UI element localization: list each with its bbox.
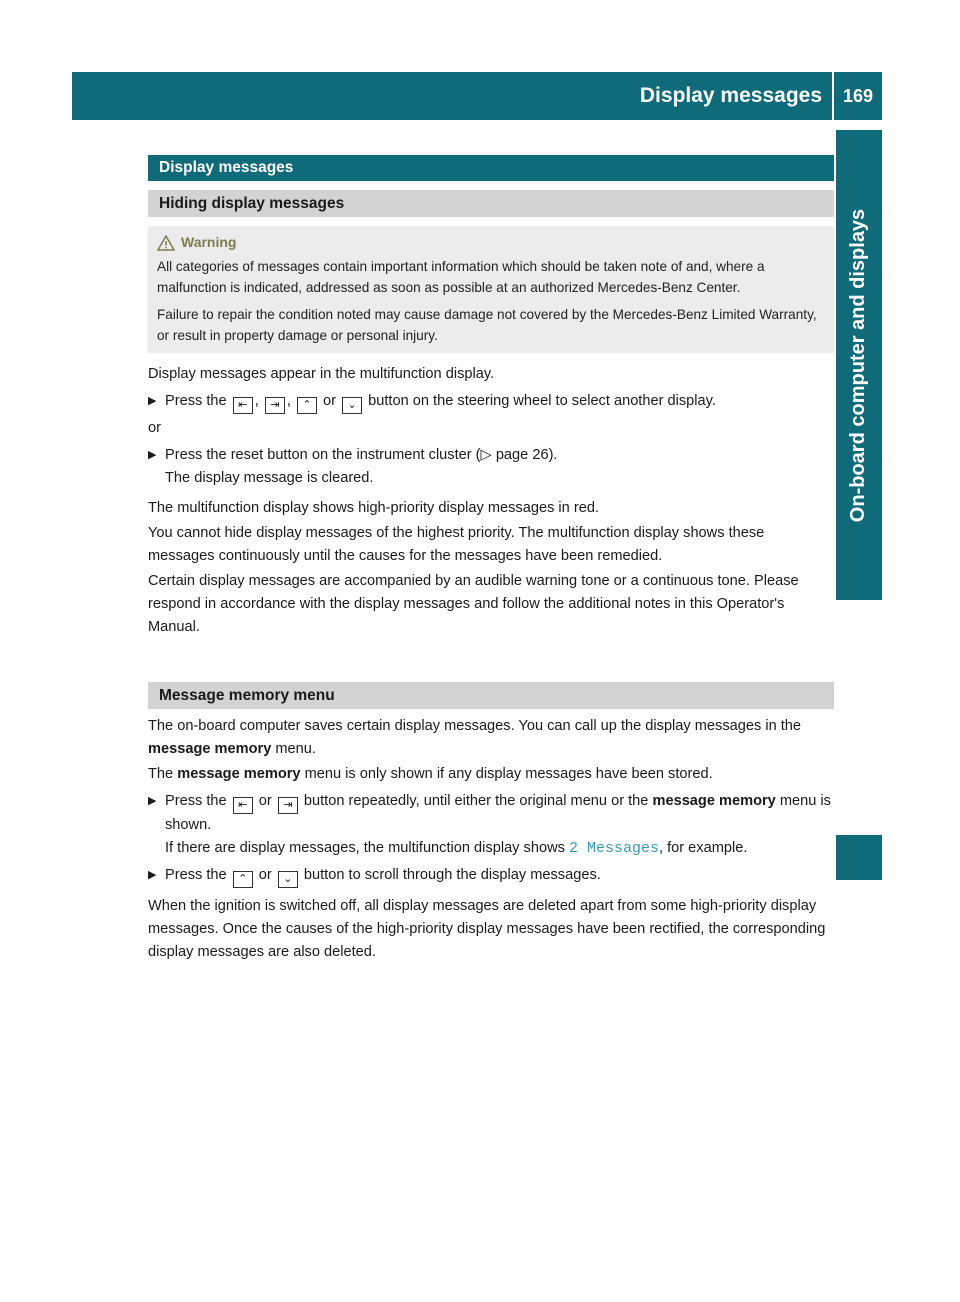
paragraph: Certain display messages are accompanied by an audible warning tone or a continuous tone. Please respond in accordance with the display messages and follow the additional notes in this Operator's Manual. <box>148 572 799 635</box>
or-text: or <box>323 392 337 409</box>
warning-label: Warning <box>181 234 237 250</box>
step-text: Press the <box>165 792 227 809</box>
chapter-tab-label: On-board computer and displays <box>847 208 870 522</box>
paragraph <box>148 715 834 761</box>
bold-term: message memory <box>652 792 776 809</box>
chapter-tab-marker <box>836 835 882 880</box>
bold-term: message memory <box>177 765 301 782</box>
warning-box <box>148 226 834 353</box>
bold-term: message memory <box>148 740 272 757</box>
or-line: or <box>148 419 161 436</box>
menu-back-icon: ⇤ <box>233 397 253 414</box>
arrow-up-icon: ⌃ <box>297 397 317 414</box>
page-content <box>148 155 834 964</box>
step-text: button on the steering wheel to select another display. <box>368 392 716 409</box>
instruction-step <box>148 444 834 490</box>
text: menu. <box>275 740 316 757</box>
or-text: or <box>258 792 272 809</box>
step-text: button to scroll through the display messages. <box>303 866 601 883</box>
step-text: Press the <box>165 866 227 883</box>
step-text: Press the <box>165 392 227 409</box>
comma: , <box>286 392 291 409</box>
or-text: or <box>258 866 272 883</box>
paragraph: Display messages appear in the multifunction display. <box>148 365 495 382</box>
warning-header <box>157 232 826 254</box>
warning-text: All categories of messages contain important information which should be taken note of and, where a malfunction is indicated, addressed as soon as possible at an authorized Mercedes-Benz Center. <box>157 258 765 295</box>
arrow-down-icon: ⌄ <box>342 397 362 414</box>
arrow-down-icon: ⌄ <box>278 871 298 888</box>
step-result: If there are display messages, the multifunction display shows <box>165 839 565 856</box>
instruction-step <box>148 390 834 414</box>
subsection-title: Hiding display messages <box>148 190 834 217</box>
paragraph <box>148 763 834 786</box>
section-title: Display messages <box>148 155 834 181</box>
chapter-tab <box>836 130 882 600</box>
step-result: The display message is cleared. <box>165 469 374 486</box>
step-arrow-icon: ▶ <box>148 868 157 881</box>
instruction-step <box>148 864 834 888</box>
comma: , <box>254 392 259 409</box>
step-text: button repeatedly, until either the original menu or the <box>303 792 649 809</box>
paragraph: The multifunction display shows high-priority display messages in red. <box>148 499 599 516</box>
arrow-up-icon: ⌃ <box>233 871 253 888</box>
menu-forward-icon: ⇥ <box>278 797 298 814</box>
instruction-step <box>148 790 834 860</box>
warning-text: Failure to repair the condition noted may cause damage not covered by the Mercedes-Benz Limited Warranty, or result in property damage or personal injury. <box>157 306 817 343</box>
text: The on-board computer saves certain display messages. You can call up the display messages in the <box>148 717 802 734</box>
step-text: menu is shown. <box>165 792 831 833</box>
warning-triangle-icon <box>157 235 175 251</box>
paragraph: When the ignition is switched off, all display messages are deleted apart from some high-priority display messages. Once the causes of the high-priority display messages have been rectified, the corresponding display messages are also deleted. <box>148 897 826 960</box>
text: The <box>148 765 174 782</box>
step-arrow-icon: ▶ <box>148 394 157 407</box>
header-title: Display messages <box>639 84 822 107</box>
page-header <box>72 72 882 120</box>
step-result: , for example. <box>658 839 748 856</box>
step-arrow-icon: ▶ <box>148 448 157 461</box>
menu-forward-icon: ⇥ <box>265 397 285 414</box>
step-arrow-icon: ▶ <box>148 794 157 807</box>
step-text: Press the reset button on the instrument cluster (▷ page 26). <box>165 446 558 463</box>
subsection-title: Message memory menu <box>148 682 834 709</box>
page-number: 169 <box>842 85 874 106</box>
paragraph: You cannot hide display messages of the highest priority. The multifunction display shows these messages continuously until the causes for the messages have been remedied. <box>148 524 765 564</box>
menu-back-icon: ⇤ <box>233 797 253 814</box>
display-code: 2 Messages <box>568 839 659 857</box>
text: menu is only shown if any display messages have been stored. <box>304 765 713 782</box>
